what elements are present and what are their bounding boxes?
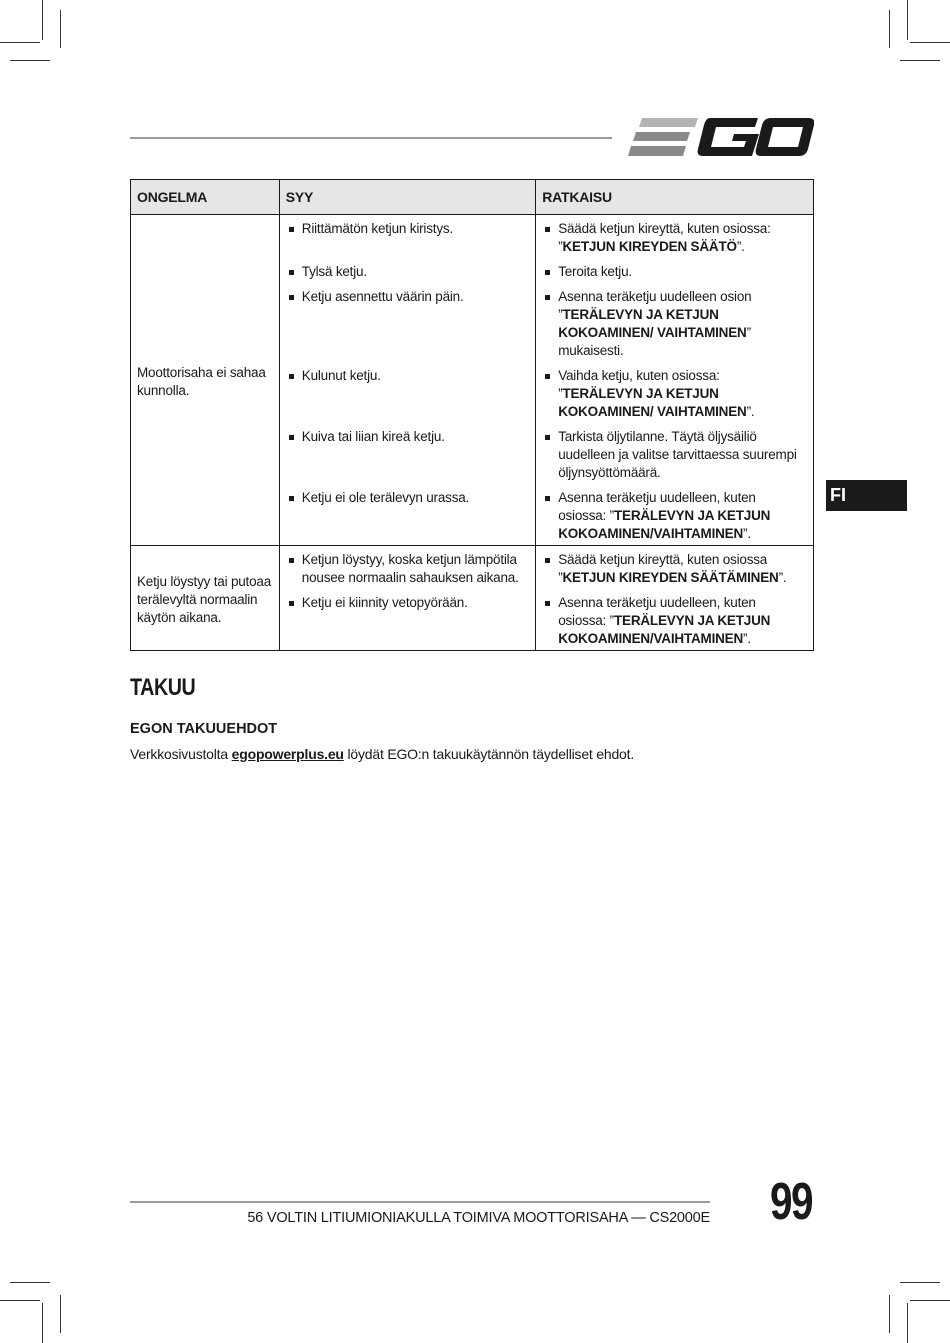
- crop-mark: [0, 1300, 40, 1301]
- header-problem: ONGELMA: [131, 180, 280, 215]
- cause-cell: [279, 546, 535, 590]
- cause-cell: [279, 423, 535, 484]
- crop-mark: [60, 10, 61, 48]
- crop-mark: [60, 1295, 61, 1333]
- crop-mark: [889, 1295, 890, 1333]
- warranty-link[interactable]: egopowerplus.eu: [231, 746, 344, 762]
- cause-cell: [279, 484, 535, 546]
- cause-text: Ketju ei kiinnity vetopyörään.: [286, 594, 529, 612]
- warranty-text-pre: Verkkosivustolta: [130, 746, 232, 762]
- solution-text: Vaihda ketju, kuten osiossa: ”TERÄLEVYN JA KETJUN KOKOAMINEN/ VAIHTAMINEN”.: [542, 367, 807, 421]
- crop-mark: [900, 1282, 940, 1283]
- header-rule: [130, 137, 612, 139]
- cause-text: Riittämätön ketjun kiristys.: [286, 220, 529, 238]
- table-row: [131, 215, 814, 259]
- crop-mark: [900, 60, 940, 61]
- solution-cell: [536, 215, 814, 259]
- cause-text: Ketjun löystyy, koska ketjun lämpötila nousee normaalin sahauksen aikana.: [286, 551, 529, 587]
- solution-cell: [536, 589, 814, 651]
- cause-text: Ketju ei ole terälevyn urassa.: [286, 489, 529, 507]
- footer-rule: [130, 1201, 710, 1203]
- cause-cell: [279, 283, 535, 362]
- warranty-title: TAKUU: [130, 674, 196, 701]
- cause-text: Ketju asennettu väärin päin.: [286, 288, 529, 306]
- solution-cell: [536, 546, 814, 590]
- troubleshooting-table: [130, 179, 814, 651]
- crop-mark: [907, 0, 908, 40]
- crop-mark: [10, 1282, 50, 1283]
- crop-mark: [10, 60, 50, 61]
- crop-mark: [0, 42, 40, 43]
- crop-mark: [889, 10, 890, 48]
- cause-cell: [279, 362, 535, 423]
- solution-text: Asenna teräketju uudelleen osion ”TERÄLEVYN JA KETJUN KOKOAMINEN/ VAIHTAMINEN” mukaisesti.: [542, 288, 807, 360]
- solution-text: Asenna teräketju uudelleen, kuten osiossa: ”TERÄLEVYN JA KETJUN KOKOAMINEN/VAIHTAMINEN”.: [542, 489, 807, 543]
- solution-text: Säädä ketjun kireyttä, kuten osiossa: ”KETJUN KIREYDEN SÄÄTÖ”.: [542, 220, 807, 256]
- solution-text: Säädä ketjun kireyttä, kuten osiossa ”KETJUN KIREYDEN SÄÄTÄMINEN”.: [542, 551, 807, 587]
- ego-logo: [628, 115, 814, 159]
- footer-title: 56 VOLTIN LITIUMIONIAKULLA TOIMIVA MOOTTORISAHA — CS2000E: [247, 1210, 710, 1226]
- solution-text: Asenna teräketju uudelleen, kuten osiossa: ”TERÄLEVYN JA KETJUN KOKOAMINEN/VAIHTAMINEN”.: [542, 594, 807, 648]
- problem-cell: Moottorisaha ei sahaa kunnolla.: [131, 215, 280, 546]
- page-number: 99: [770, 1173, 812, 1231]
- cause-cell: [279, 589, 535, 651]
- cause-text: Kuiva tai liian kireä ketju.: [286, 428, 529, 446]
- crop-mark: [42, 0, 43, 40]
- solution-cell: [536, 423, 814, 484]
- problem-cell: Ketju löystyy tai putoaa terälevyltä normaalin käytön aikana.: [131, 546, 280, 651]
- solution-text: Tarkista öljytilanne. Täytä öljysäiliö uudelleen ja valitse tarvittaessa suurempi öljynsyöttömäärä.: [542, 428, 807, 482]
- crop-mark: [910, 42, 950, 43]
- cause-cell: [279, 215, 535, 259]
- table-row: [131, 546, 814, 590]
- cause-text: Kulunut ketju.: [286, 367, 529, 385]
- solution-cell: [536, 484, 814, 546]
- cause-cell: [279, 258, 535, 283]
- language-tab: FI: [826, 480, 907, 511]
- solution-cell: [536, 258, 814, 283]
- crop-mark: [910, 1300, 950, 1301]
- header-cause: SYY: [279, 180, 535, 215]
- crop-mark: [42, 1303, 43, 1343]
- cause-text: Tylsä ketju.: [286, 263, 529, 281]
- solution-cell: [536, 362, 814, 423]
- crop-mark: [907, 1303, 908, 1343]
- solution-text: Teroita ketju.: [542, 263, 807, 281]
- solution-cell: [536, 283, 814, 362]
- warranty-text-post: löydät EGO:n takuukäytännön täydelliset ehdot.: [343, 746, 635, 762]
- warranty-text: [130, 746, 634, 762]
- header-solution: RATKAISU: [536, 180, 814, 215]
- warranty-subtitle: EGON TAKUUEHDOT: [130, 721, 278, 737]
- table-header-row: [131, 180, 814, 215]
